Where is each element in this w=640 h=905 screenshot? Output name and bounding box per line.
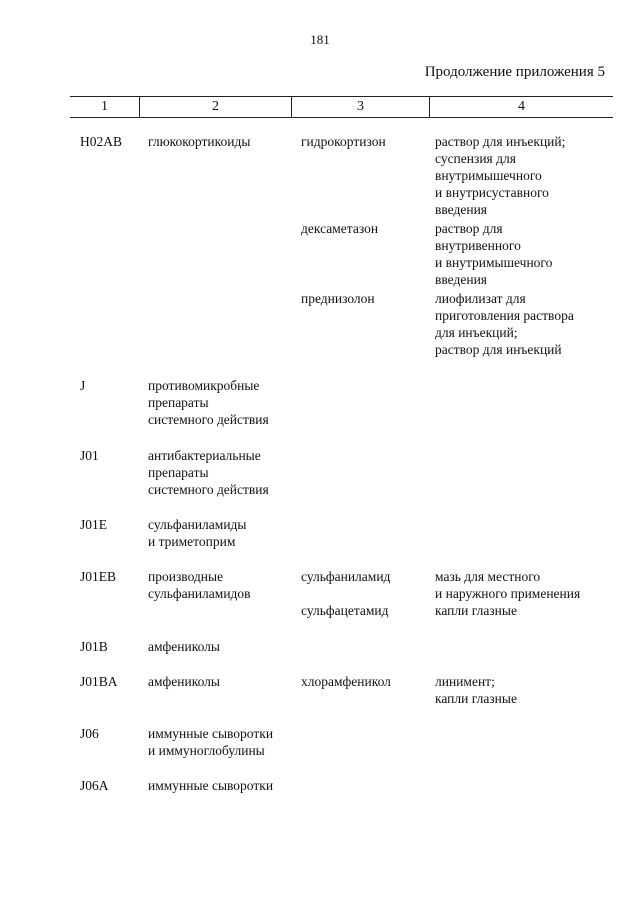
row-code: H02AB — [80, 134, 123, 149]
row-form: раствор для инъекций; суспензия для внутримышечного и внутрисуставного введения — [435, 134, 566, 217]
row-group: иммунные сыворотки и иммуноглобулины — [148, 726, 274, 758]
row-drug: хлорамфеникол — [301, 674, 391, 689]
row-drug: гидрокортизон — [301, 134, 386, 149]
continuation-label: Продолжение приложения 5 — [424, 64, 605, 80]
row-drug: дексаметазон — [301, 221, 379, 236]
row-group: антибактериальные препараты системного действия — [148, 448, 269, 497]
row-code: J01E — [80, 517, 107, 532]
row-code: J01 — [80, 448, 99, 463]
row-group: иммунные сыворотки — [148, 778, 274, 793]
row-group: противомикробные препараты системного действия — [148, 378, 269, 427]
row-drug: преднизолон — [301, 291, 375, 306]
row-group: сульфаниламиды и триметоприм — [148, 517, 247, 549]
row-code: J01B — [80, 639, 108, 654]
header-col-2: 2 — [140, 97, 292, 117]
row-group: амфениколы — [148, 674, 220, 689]
row-form: лиофилизат для приготовления раствора для инъекций; раствор для инъекций — [435, 291, 574, 357]
row-drug: сульфаниламид — [301, 569, 391, 584]
row-code: J06 — [80, 726, 99, 741]
row-code: J06A — [80, 778, 109, 793]
header-col-4: 4 — [518, 99, 525, 114]
row-code: J01EB — [80, 569, 117, 584]
row-group: глюкокортикоиды — [148, 134, 251, 149]
row-group: производные сульфаниламидов — [148, 569, 251, 601]
page-number: 181 — [310, 32, 330, 47]
row-code: J — [80, 378, 86, 393]
header-col-1: 1 — [70, 97, 140, 117]
row-group: амфениколы — [148, 639, 220, 654]
row-form: раствор для внутривенного и внутримышечного введения — [435, 221, 553, 287]
table-header — [70, 96, 613, 118]
row-form: линимент; капли глазные — [435, 674, 517, 706]
row-form: капли глазные — [435, 603, 517, 618]
row-drug: сульфацетамид — [301, 603, 389, 618]
header-col-3: 3 — [292, 97, 430, 117]
row-form: мазь для местного и наружного применения — [435, 569, 581, 601]
row-code: J01BA — [80, 674, 118, 689]
